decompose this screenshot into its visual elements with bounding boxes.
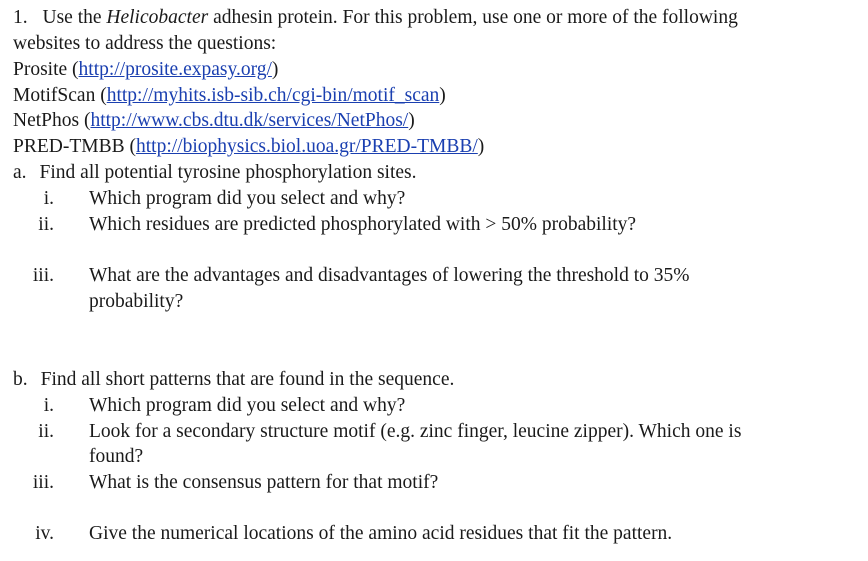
part-a-item-label: iii. [32, 265, 54, 286]
website-link-netphos[interactable]: http://www.cbs.dtu.dk/services/NetPhos/ [90, 110, 409, 131]
part-a-heading [13, 160, 417, 186]
part-a-item-label: i. [43, 188, 54, 209]
part-a-item-text: What are the advantages and disadvantages of lowering the threshold to 35% [89, 265, 690, 286]
website-name: Prosite [13, 59, 68, 80]
website-name: MotifScan [13, 85, 96, 106]
website-pred-tmbb: PRED-TMBB (http://biophysics.biol.uoa.gr/PRED-TMBB/) [13, 136, 485, 157]
website-netphos: NetPhos (http://www.cbs.dtu.dk/services/NetPhos/) [13, 110, 415, 131]
part-a-item-text: Which program did you select and why? [89, 188, 406, 209]
part-b-label: b. [13, 369, 28, 390]
part-b-item-text: Which program did you select and why? [89, 395, 406, 416]
website-motifscan: MotifScan (http://myhits.isb-sib.ch/cgi-bin/motif_scan) [13, 85, 446, 106]
question-number: 1. [13, 7, 28, 28]
question-intro-line [13, 5, 738, 31]
website-name: NetPhos [13, 110, 80, 131]
part-b-item-text-continued: found? [89, 446, 144, 467]
part-a-item-text: Which residues are predicted phosphorylated with > 50% probability? [89, 214, 637, 235]
part-b-item-text: Look for a secondary structure motif (e.g. zinc finger, leucine zipper). Which one is [89, 421, 742, 442]
website-link-prosite[interactable]: http://prosite.expasy.org/ [78, 59, 272, 80]
part-a-item-label: ii. [38, 214, 54, 235]
part-a-text: Find all potential tyrosine phosphorylation sites. [39, 162, 417, 183]
part-b-item-label: i. [43, 395, 54, 416]
part-b-item-label: iv. [35, 523, 54, 544]
part-a-label: a. [13, 162, 27, 183]
website-link-motifscan[interactable]: http://myhits.isb-sib.ch/cgi-bin/motif_scan [106, 85, 440, 106]
part-a-item-text-continued: probability? [89, 291, 184, 312]
part-b-item-text: Give the numerical locations of the amino acid residues that fit the pattern. [89, 523, 673, 544]
part-b-item-label: iii. [32, 472, 54, 493]
part-b-heading [13, 367, 454, 393]
website-name: PRED-TMBB [13, 136, 125, 157]
organism-name: Helicobacter [106, 7, 209, 28]
part-b-item-label: ii. [38, 421, 54, 442]
website-prosite: Prosite (http://prosite.expasy.org/) [13, 59, 279, 80]
intro-text-after: adhesin protein. For this problem, use one or more of the following [208, 7, 738, 28]
part-b-text: Find all short patterns that are found in the sequence. [40, 369, 455, 390]
part-b-item-text: What is the consensus pattern for that motif? [89, 472, 439, 493]
intro-text-before: Use the [42, 7, 107, 28]
website-link-pred-tmbb[interactable]: http://biophysics.biol.uoa.gr/PRED-TMBB/ [135, 136, 478, 157]
intro-line-2: websites to address the questions: [13, 33, 277, 54]
